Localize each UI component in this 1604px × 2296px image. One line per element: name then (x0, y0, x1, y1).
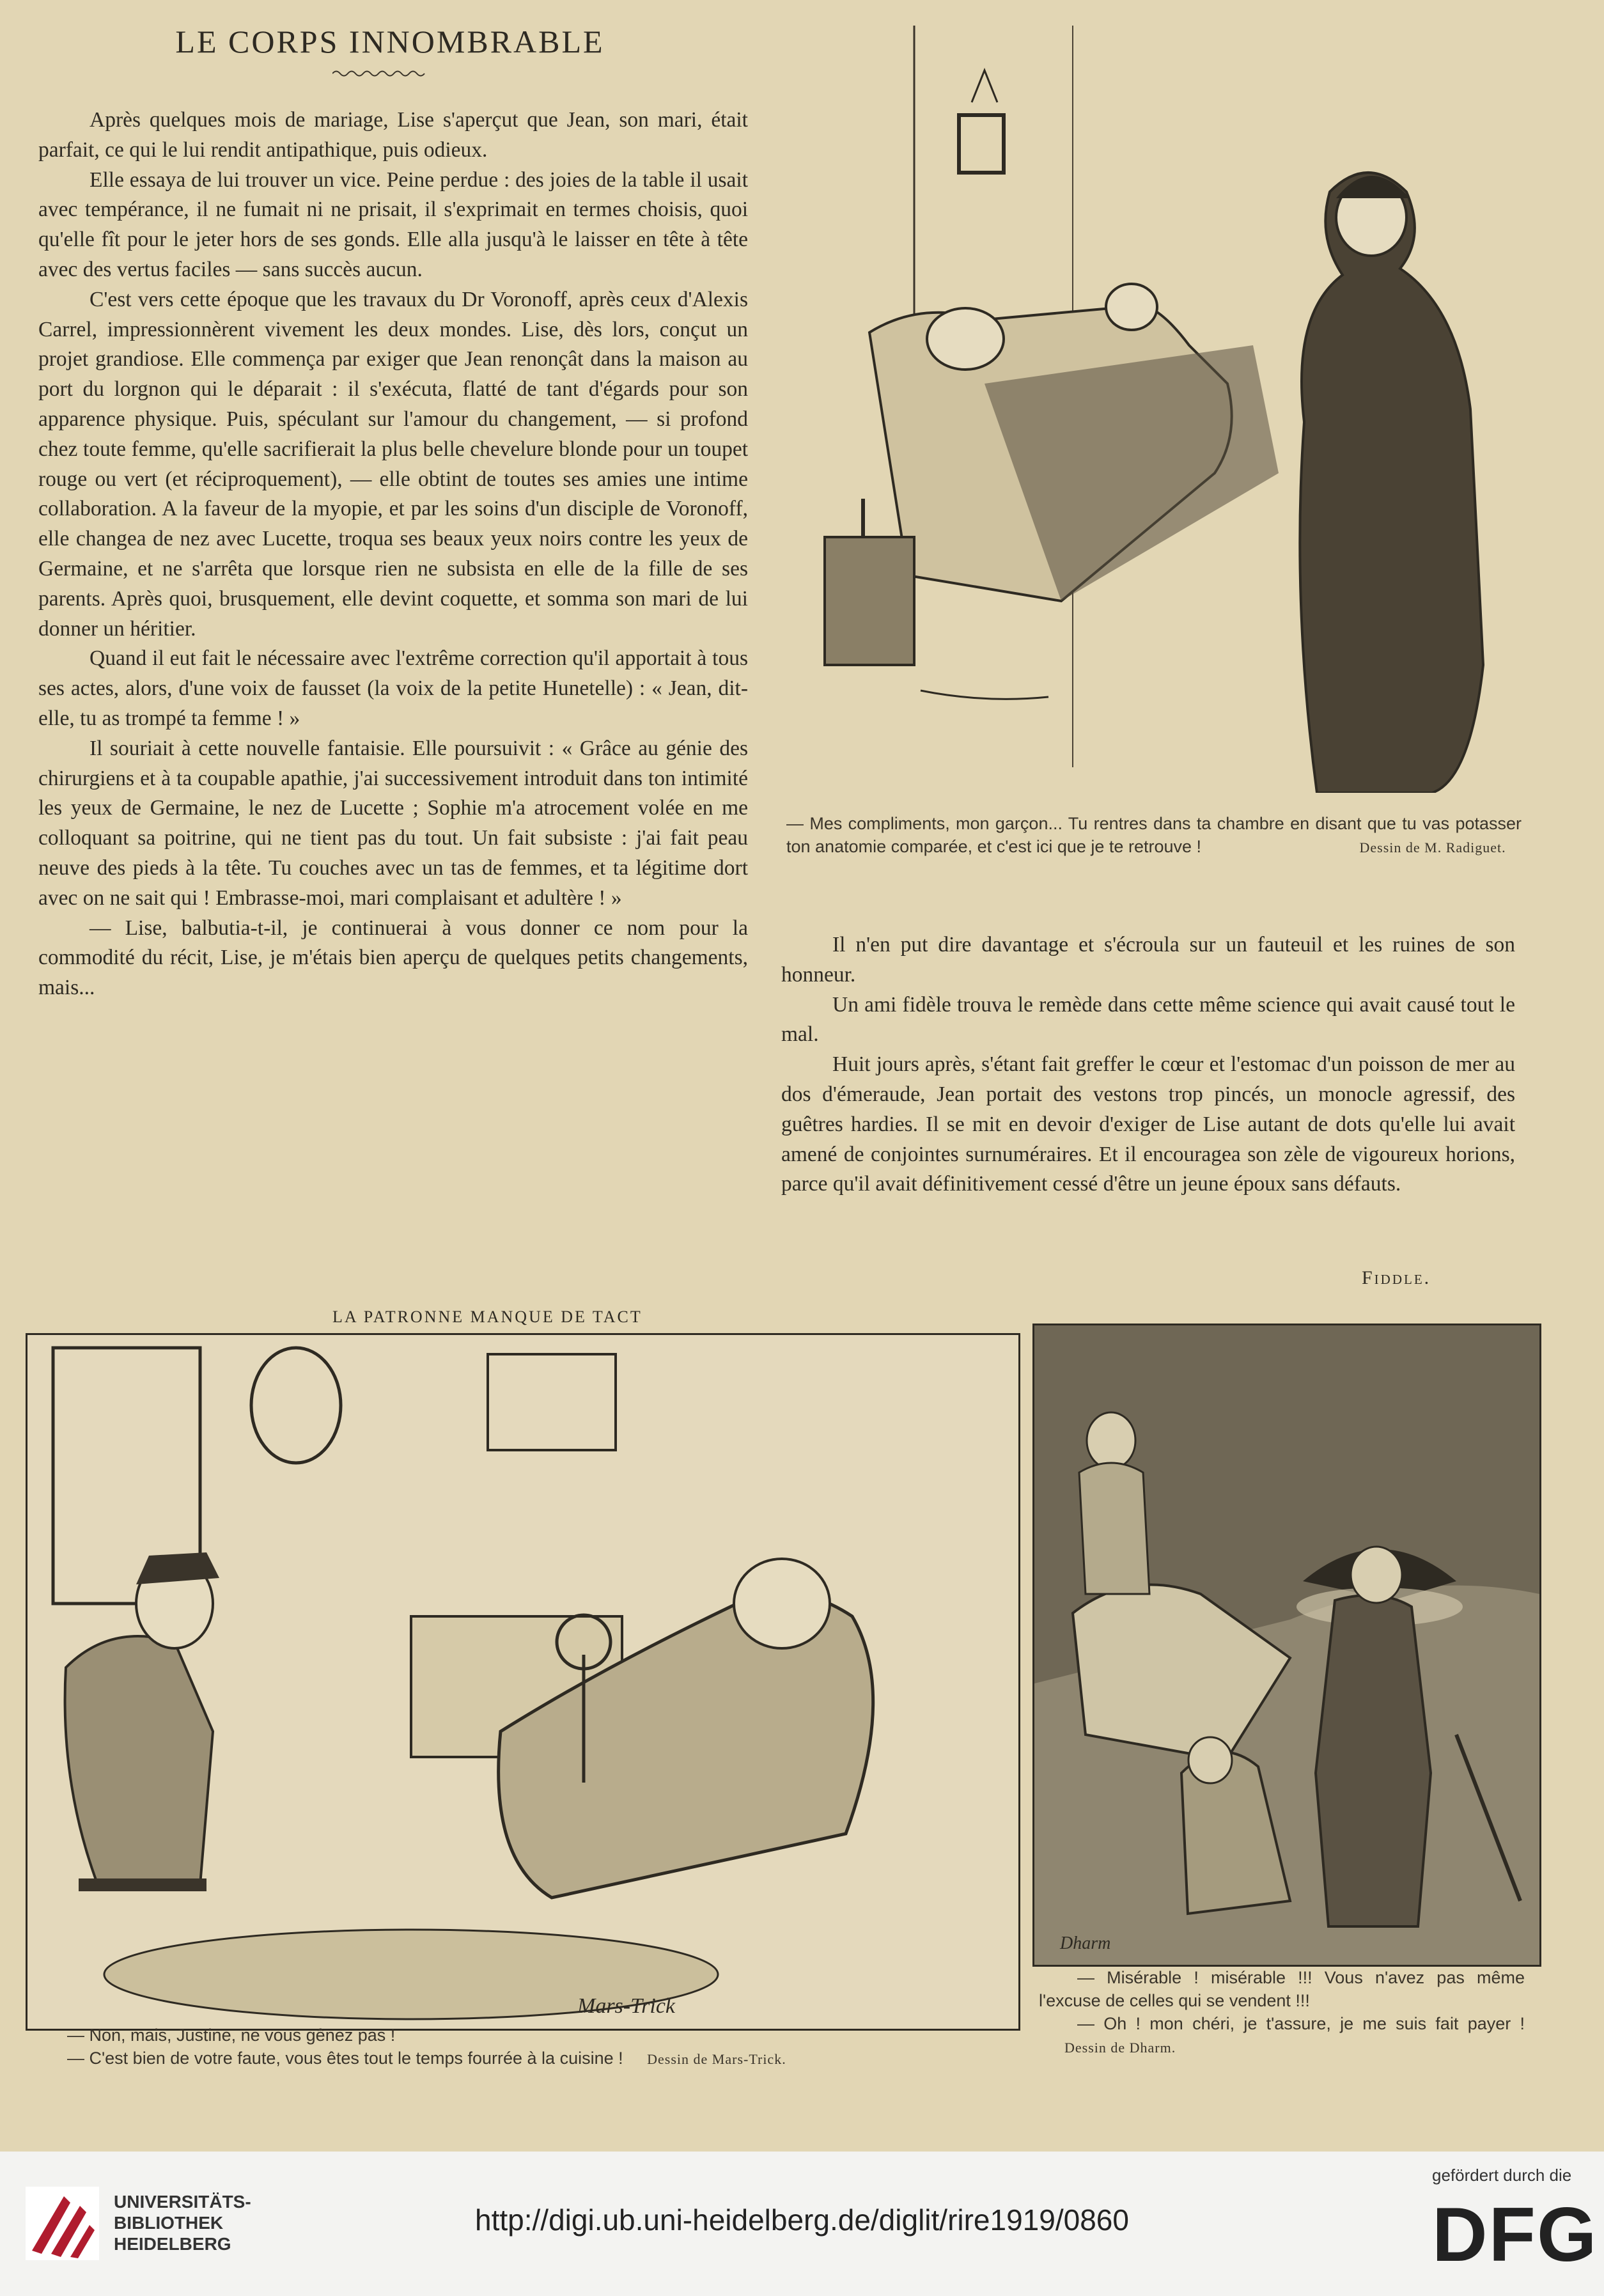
cartoon-artist-signature: Mars-Trick (577, 1994, 675, 2018)
living-room-caption (67, 2024, 1013, 2071)
article-column-right (781, 930, 1515, 1199)
bedroom-caption (786, 812, 1522, 859)
illustration-credit: Dessin de Mars-Trick. (647, 2051, 786, 2067)
article-paragraph: — Lise, balbutia-t-il, je continuerai à vous donner ce nom pour la commodité du récit, Lise, je m'étais bien aperçu de quelques petits changements, mais... (38, 916, 748, 1000)
night-scene-drawing (1034, 1325, 1539, 1965)
cartoon-section-title: LA PATRONNE MANQUE DE TACT (332, 1308, 642, 1326)
article-paragraph: Quand il eut fait le nécessaire avec l'extrême correction qu'il apportait à tous ses actes, alors, d'une voix de fausset (la voix de la petite Hunetelle) : « Jean, dit-elle, tu as trompé ta femme ! » (38, 646, 748, 730)
caption-text: — Mes compliments, mon garçon... Tu rentres dans ta chambre en disant que tu vas potasser ton anatomie comparée, et c'est ici que je te retrouve ! (786, 814, 1522, 856)
article-title: LE CORPS INNOMBRABLE (175, 24, 605, 59)
illustration-bedroom (793, 26, 1522, 793)
living-room-drawing (27, 1335, 1018, 2029)
dfg-logo: DFG (1432, 2192, 1598, 2277)
title-ornament (332, 69, 428, 78)
illustration-living-room (26, 1333, 1020, 2031)
article-paragraph: Il souriait à cette nouvelle fantaisie. Elle poursuivit : « Grâce au génie des chirurgiens et à ta coupable apathie, j'ai successivement introduit dans ton intimité les yeux de Germaine, le nez de Lucette ; Sophie m'a atrocement volée en me colloquant sa poitrine, qui ne tient pas du tout. Un fait subsiste : j'ai fait peau neuve des pieds à la tête. Tu couches avec un tas de femmes, et ta légitime dort avec on ne sait qui ! Embrasse-moi, mari complaisant et adultère ! » (38, 736, 748, 910)
source-url-link[interactable]: http://digi.ub.uni-heidelberg.de/diglit/rire1919/0860 (475, 2203, 1129, 2237)
digitization-footer (0, 2152, 1604, 2296)
library-name-line: UNIVERSITÄTS- (114, 2192, 251, 2212)
cartoon-artist-signature: Dharm (1060, 1933, 1111, 1953)
bedroom-drawing (793, 26, 1522, 793)
caption-line: — C'est bien de votre faute, vous êtes tout le temps fourrée à la cuisine ! (67, 2049, 623, 2068)
illustration-credit: Dessin de Dharm. (1064, 2040, 1176, 2056)
caption-line: — Non, mais, Justine, ne vous gênez pas ! (67, 2026, 396, 2045)
caption-line: — Oh ! mon chéri, je t'assure, je me suis fait payer ! (1077, 2014, 1525, 2033)
article-paragraph: Après quelques mois de mariage, Lise s'aperçut que Jean, son mari, était parfait, ce qui le lui rendit antipathique, puis odieux. (38, 108, 748, 162)
article-paragraph: Elle essaya de lui trouver un vice. Peine perdue : des joies de la table il usait avec tempérance, il ne fumait ni ne prisait, il s'exprimait en termes choisis, quoi qu'elle fît pour le jeter hors de ses gonds. Elle alla jusqu'à le laisser en tête à tête avec des vertus faciles — sans succès aucun. (38, 168, 748, 281)
article-paragraph: Un ami fidèle trouva le remède dans cette même science qui avait causé tout le mal. (781, 992, 1515, 1047)
illustration-bedroom-night (1032, 1324, 1541, 1967)
library-name-line: BIBLIOTHEK (114, 2213, 224, 2233)
library-name-line: HEIDELBERG (114, 2234, 231, 2254)
article-column-left (38, 105, 748, 1003)
article-paragraph: C'est vers cette époque que les travaux du Dr Voronoff, après ceux d'Alexis Carrel, impressionnèrent vivement les deux mondes. Lise, dès lors, conçut un projet grandiose. Elle commença par exiger que Jean renonçât dans la maison au port du lorgnon qui le déparait : il s'exécuta, flatté de tant d'égards pour son apparence physique. Puis, spéculant sur l'amour du changement, — si profond chez toute femme, qu'elle sacrifierait la plus belle chevelure blonde pour un toupet rouge ou vert (et réciproquement), — elle obtint de toutes ses amies une intime collaboration. A la faveur de la myopie, et par les soins d'un disciple de Voronoff, elle changea de nez avec Lucette, troqua ses beaux yeux noirs contre les yeux de Germaine, et ne s'arrêta que lorsque rien ne subsista en elle de la fille de ses parents. Après quoi, brusquement, elle devint coquette, et somma son mari de lui donner un héritier. (38, 287, 748, 641)
illustration-credit: Dessin de M. Radiguet. (1359, 840, 1506, 855)
night-scene-caption (1039, 1966, 1525, 2059)
funding-note: gefördert durch die (1432, 2166, 1572, 2185)
article-paragraph: Il n'en put dire davantage et s'écroula sur un fauteuil et les ruines de son honneur. (781, 933, 1515, 987)
article-paragraph: Huit jours après, s'étant fait greffer le cœur et l'estomac d'un poisson de mer au dos d'émeraude, Jean portait des vestons trop pincés, un monocle agressif, des guêtres hardies. Il se mit en devoir d'exiger de Lise autant de dots qu'elle lui avait amené de conjointes surnuméraires. Et il encouragea son zèle de vigoureux horions, parce qu'il avait définitivement cessé d'être un jeune époux sans défauts. (781, 1052, 1515, 1196)
caption-line: — Misérable ! misérable !!! Vous n'avez pas même l'excuse de celles qui se vendent !!! (1039, 1968, 1525, 2010)
author-signature: Fiddle. (1362, 1267, 1431, 1288)
